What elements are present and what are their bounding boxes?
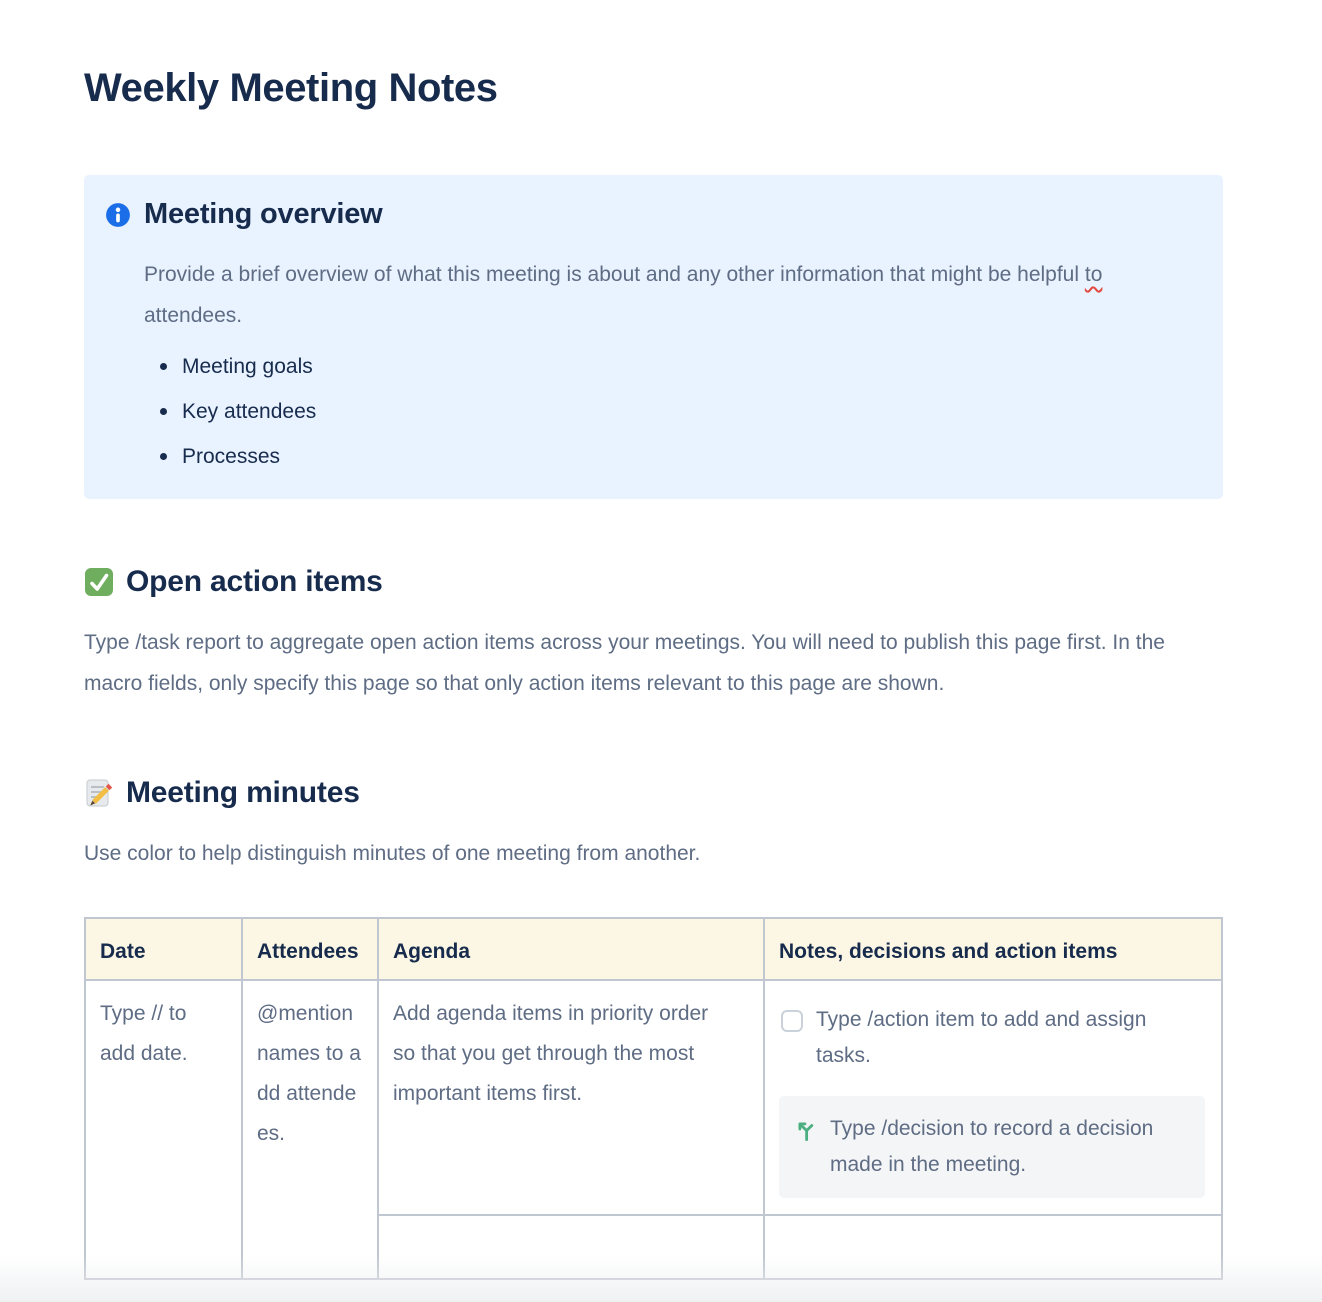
info-panel [84,175,1223,499]
task-checkbox[interactable] [781,1010,803,1032]
meeting-minutes-heading [84,774,1223,812]
column-header-agenda: Agenda [378,918,764,980]
info-icon [105,202,131,228]
action-item-placeholder: Type /action item to add and assign tasks. [816,1008,1147,1067]
page-content [0,64,1322,1280]
table-row [85,980,1222,1215]
meeting-minutes-label: Meeting minutes [126,776,360,809]
column-header-attendees: Attendees [242,918,378,980]
overview-bullet-list [158,353,1193,471]
agenda-cell-empty [378,1215,764,1279]
overview-heading: Meeting overview [144,198,383,230]
agenda-placeholder: Add agenda items in priority order so that you get through the most important items first. [393,1002,709,1105]
overview-description [144,254,1159,336]
table-header-row [85,918,1222,980]
fork-arrow-icon [792,1116,819,1143]
attendees-cell [242,980,378,1279]
notes-cell-empty [764,1215,1222,1279]
info-panel-body [144,196,1193,471]
action-item-row [781,1002,1209,1074]
bullet-item: Key attendees [158,398,1193,426]
column-header-notes: Notes, decisions and action items [764,918,1222,980]
column-header-date: Date [85,918,242,980]
agenda-cell [378,980,764,1215]
notes-cell [764,980,1222,1215]
bullet-item: Processes [158,443,1193,471]
open-action-items-label: Open action items [126,565,383,598]
overview-text-post: attendees. [144,304,243,327]
date-cell [85,980,242,1279]
date-placeholder: Type // to add date. [100,1002,188,1065]
open-action-items-description: Type /task report to aggregate open action items across your meetings. You will need to publish this page first. In the macro fields, only specify this page so that only action items relevant to this page are shown. [84,631,1165,695]
decision-panel [779,1096,1205,1198]
misspelled-word: to [1084,263,1103,286]
meeting-minutes-table [84,917,1223,1280]
check-mark-icon [84,567,114,597]
decision-placeholder: Type /decision to record a decision made in the meeting. [830,1117,1154,1176]
memo-pencil-icon [84,778,114,808]
meeting-minutes-description: Use color to help distinguish minutes of one meeting from another. [84,842,701,865]
overview-text-pre: Provide a brief overview of what this meeting is about and any other information that might be helpful [144,263,1085,286]
bullet-item: Meeting goals [158,353,1193,381]
open-action-items-heading [84,563,1223,601]
page-title: Weekly Meeting Notes [84,66,498,110]
attendees-placeholder: @mention names to add attendees. [257,1002,361,1145]
